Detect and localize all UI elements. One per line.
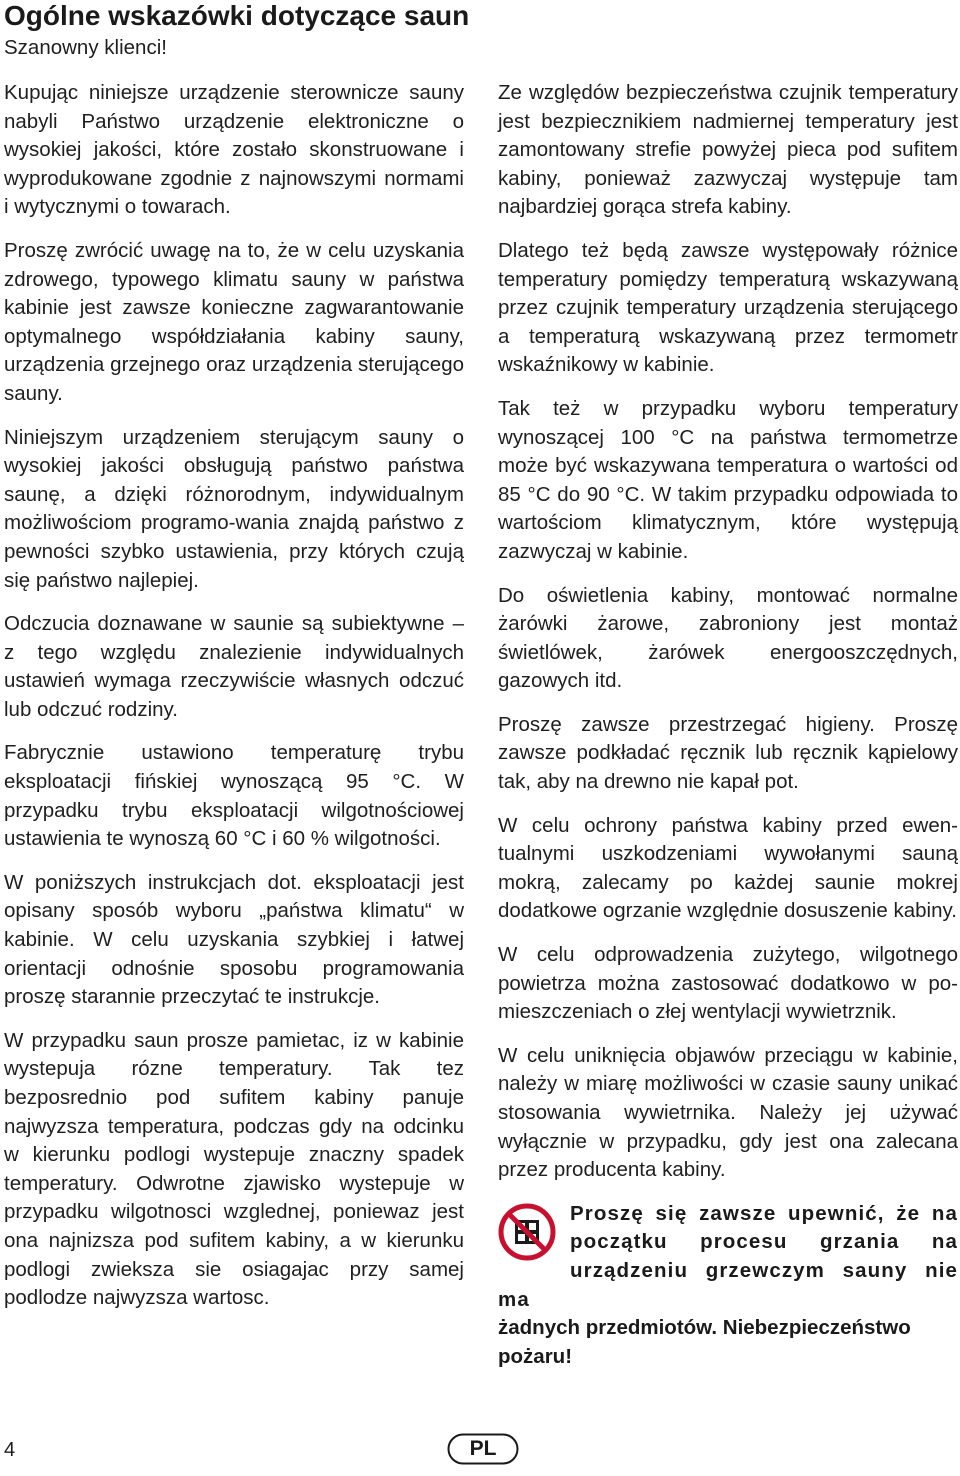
paragraph: W celu odprowadzenia zużytego, wilgotnego powietrza można zastosować dodatkowo w pomieszczeniach o złej wentylacji wywietrznik. <box>498 943 958 1024</box>
paragraph: Odczucia doznawane w saunie są subiektywne – z tego względu znalezienie indywidualnych ustawień wymaga rzeczywiście własnych odczuć lub odczuć rodziny. <box>4 612 464 721</box>
left-column <box>4 79 464 1313</box>
right-column <box>498 79 958 1371</box>
fire-warning <box>498 1200 958 1372</box>
greeting: Szanowny klienci! <box>4 36 167 59</box>
paragraph: W poniższych instrukcjach dot. eksploatacji jest opisany sposób wyboru „państwa klimatu“ w kabinie. W celu uzyskania szybkiej i łatwej orientacji odnośnie sposobu programowania proszę starannie przeczytać te instrukcje. <box>4 870 464 1009</box>
paragraph: W celu uniknięcia objawów przeciągu w kabinie, należy w miarę możliwości w czasie sauny unikać stosowania wywietrnika. Należy jej używać wyłącznie w przypadku, gdy jest ona zalecana przez producenta kabiny. <box>498 1043 958 1182</box>
paragraph: Tak też w przypadku wyboru temperatury wynoszącej 100 °C na państwa termometrze może być wskazywana temperatura o wartości od 85 °C do 90 °C. W takim przypadku odpowiada to wartościom klimatycznym, które występują zazwyczaj w kabinie. <box>498 396 958 563</box>
no-objects-on-heater-icon <box>498 1203 556 1261</box>
paragraph: Kupując niniejsze urządzenie sterownicze sauny nabyli Państwo urządzenie elektroniczne o wysokiej jakości, które zostało skonstruowane i wyprodukowane zgodnie z najnowszymi normami i wytycznymi o towarach. <box>4 81 464 219</box>
language-badge <box>447 1433 519 1465</box>
paragraph: Proszę zwrócić uwagę na to, że w celu uzyskania zdrowego, typowego klimatu sauny w państwa kabinie jest zawsze konieczne zagwarantowanie optymalnego współdziałania kabiny sauny, urządzenia grzejnego oraz urządzenia sterującego sauny. <box>4 238 464 405</box>
paragraph: W celu ochrony państwa kabiny przed ewentualnymi uszkodzeniami wywołanymi sauną mokrą, zalecamy po każdej saunie mokrej dodatkowe ogrzanie względnie dosuszenie kabiny. <box>498 813 958 923</box>
language-code: PL <box>469 1437 497 1460</box>
paragraph: Dlatego też będą zawsze występowały różnice temperatury pomiędzy temperaturą wskazywaną przez czujnik temperatury urządzenia sterującego a temperaturą wskazywaną przez termometr wskaźnikowy w kabinie. <box>498 238 958 377</box>
warning-text: Proszę się zawsze upewnić, że na początku procesu grzania na urządzeniu grzewczym sauny nie ma <box>498 1201 958 1311</box>
paragraph: W przypadku saun prosze pamietac, iz w kabinie wystepuja rózne temperatury. Tak tez bezposrednio pod sufitem kabiny panuje najwyzsza temperatura, podczas gdy na odcinku w kierunku podlogi wystepuje znaczny spadek temperatury. Odwrotne zjawisko wystepuje w przypadku wilgotnosci wzglednej, poniewaz jest ona najnizsza pod sufitem kabiny, a w kierunku podlogi zwieksza sie osiagajac przy samej podlodze najwyzsza wartosc. <box>4 1028 464 1310</box>
paragraph: Ze względów bezpieczeństwa czujnik temperatury jest bezpiecznikiem nadmiernej temperatury jest zamontowany strefie powyżej pieca pod sufitem kabiny, ponieważ zazwyczaj występuje tam najbardziej gorąca strefa kabiny. <box>498 81 958 219</box>
paragraph: Proszę zawsze przestrzegać higieny. Proszę zawsze podkładać ręcznik lub ręcznik kąpielowy tak, aby na drewno nie kapał pot. <box>498 712 958 794</box>
page-number: 4 <box>4 1439 16 1461</box>
paragraph: Do oświetlenia kabiny, montować normalne żarówki żarowe, zabroniony jest montaż świetlówek, żarówek energooszczędnych, gazowych itd. <box>498 583 958 693</box>
paragraph: Niniejszym urządzeniem sterującym sauny o wysokiej jakości obsługują państwo państwa saunę, a dzięki różnorodnym, indywidualnym możliwościom programo-wania znajdą państwo z pewności szybko ustawienia, przy których czują się państwo najlepiej. <box>4 425 464 592</box>
page-title: Ogólne wskazówki dotyczące saun <box>4 0 470 31</box>
paragraph: Fabrycznie ustawiono temperaturę trybu eksploatacji fińskiej wynoszącą 95 °C. W przypadku trybu eksploatacji wilgotnościowej ustawienia te wynoszą 60 °C i 60 % wilgotności. <box>4 741 464 851</box>
warning-text-end: żadnych przedmiotów. Niebezpieczeństwo pożaru! <box>498 1316 911 1368</box>
